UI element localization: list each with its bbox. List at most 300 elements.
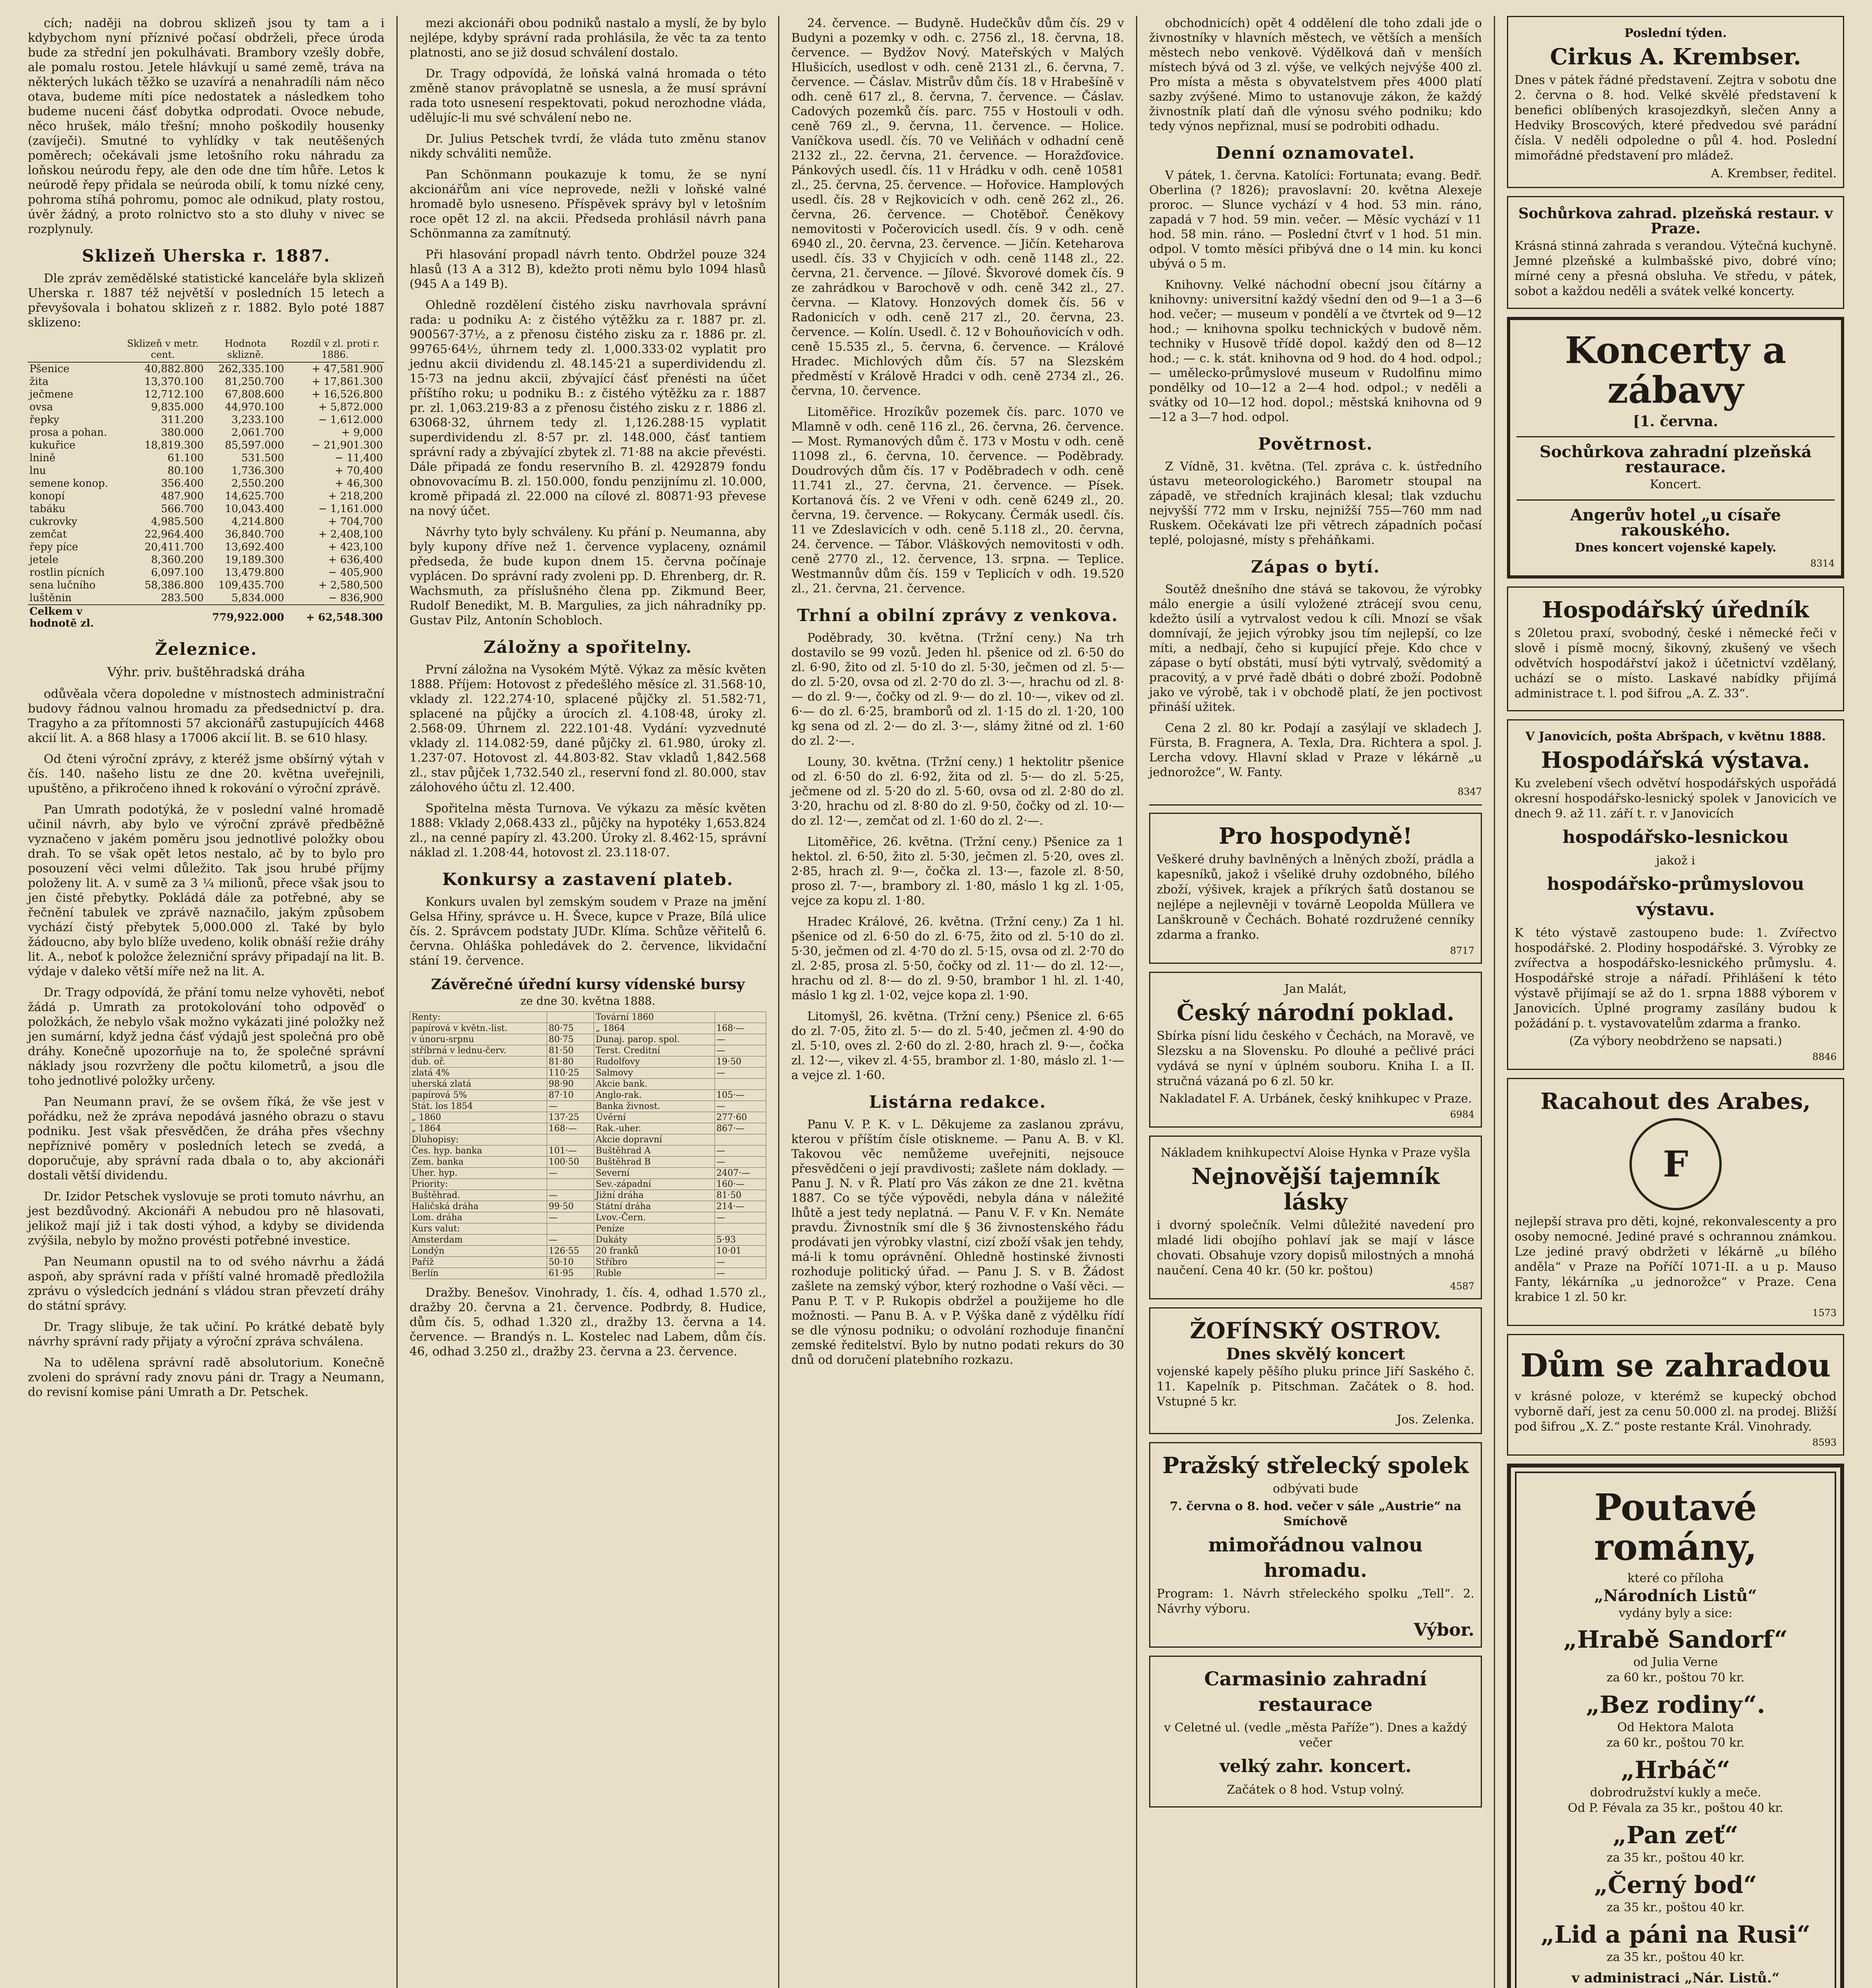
table-cell: 36,840.700: [225, 528, 284, 540]
ad-headline: Poutavé romány,: [1594, 1486, 1757, 1569]
book-price: za 60 kr., poštou 70 kr.: [1606, 1671, 1745, 1685]
table-header: Rozdíl v zl. proti r. 1886.: [286, 336, 384, 362]
book-item: [1523, 1691, 1828, 1750]
ad-date: [1. června.: [1633, 413, 1718, 430]
article-paragraph: Dr. Julius Petschek tvrdí, že vláda tuto změnu stanov nikdy schváliti nemůže.: [410, 132, 766, 161]
table-cell: 40,882.800: [144, 363, 204, 375]
table-row: [28, 414, 384, 426]
article-paragraph: Návrhy tyto byly schváleny. Ku přání p. Neumanna, aby byly kupony dříve než 1. července vyplaceny, oznámil předseda, že bude kupon dnem 15. června počínaje vyplácen. Do správní rady zvoleni pp. D. Ehrenberg, dr. R. Wachsmuth, za příslušného člena pp. Zikmund Beer, Rudolf Benedikt, M. B. Margulies, za jich náhradníky pp. Gustav Pilz, Antonín Schobloch.: [410, 525, 766, 627]
table-row: [28, 477, 384, 490]
table-cell: semene konop.: [29, 478, 108, 489]
harvest-table: [28, 336, 384, 630]
book-title: „Pan zeť“: [1613, 1821, 1738, 1849]
table-cell: 2,061.700: [231, 427, 284, 439]
ad-narodni-poklad: [1149, 972, 1482, 1128]
table-cell: „ 1864: [594, 1023, 715, 1034]
table-cell: ovsa: [29, 401, 53, 413]
table-cell: 18,819.300: [144, 439, 204, 451]
article-paragraph: Dr. Tragy slibuje, že tak učiní. Po krátké debatě byly návrhy správní rady přijaty a výroční zpráva schválena.: [28, 1320, 384, 1349]
table-cell: 5·93: [715, 1235, 766, 1246]
table-cell: 160·—: [715, 1179, 766, 1190]
book-item: [1523, 1921, 1828, 1964]
table-row: [410, 1246, 766, 1257]
book-title: „Hrabě Sandorf“: [1563, 1626, 1788, 1654]
ad-text: Program: 1. Návrh střeleckého spolku „Tell“. 2. Návrhy výboru.: [1157, 1587, 1474, 1616]
table-cell: 19·50: [715, 1056, 766, 1068]
table-cell: 6,097.100: [151, 567, 204, 579]
table-row: [28, 566, 384, 579]
table-cell: Buštěhrad A: [594, 1145, 715, 1157]
table-header-row: [28, 336, 384, 362]
ad-text: i dvorný společník. Velmi důležité navedení pro mladé lidi obojího pohlaví jak se mají v lásce chovati. Obsahuje vzory dopisů milostných a mnohá naučení. Cena 40 kr. (50 kr. poštou): [1157, 1218, 1474, 1277]
table-cell: —: [715, 1145, 766, 1157]
table-cell: − 405,900: [328, 567, 383, 579]
ad-text: Začátek o 8 hod. Vstup volný.: [1227, 1783, 1404, 1797]
table-cell: − 1,612.000: [318, 414, 383, 426]
ad-number: 8347: [1457, 786, 1482, 797]
ad-zofin: [1149, 1307, 1482, 1434]
table-cell: Čes. hyp. banka: [410, 1145, 547, 1157]
table-cell: „ 1860: [410, 1112, 547, 1123]
ad-text: Nákladem knihkupectví Aloise Hynka v Praze vyšla: [1161, 1146, 1470, 1160]
table-cell: Rak.-uher.: [594, 1123, 715, 1134]
table-cell: Berlín: [410, 1268, 547, 1279]
table-cell: —: [547, 1212, 594, 1223]
table-row: [28, 388, 384, 401]
book-title: „Hrbáč“: [1621, 1756, 1730, 1784]
table-cell: žita: [29, 376, 49, 388]
table-cell: [547, 1012, 594, 1023]
table-cell: prosa a pohan.: [29, 427, 107, 439]
book-author: Od Hektora Malota: [1617, 1720, 1734, 1734]
table-cell: 283.500: [161, 592, 204, 604]
table-cell: konopí: [29, 490, 65, 502]
table-cell: 2,550.200: [231, 478, 284, 489]
table-cell: Lvov.-Čern.: [594, 1212, 715, 1223]
article-paragraph: Dr. Izidor Petschek vyslovuje se proti tomuto návrhu, an jest bezdůvodný. Akcionáři A nebudou pro ně hlasovati, jelikož mají již i tak dosti výhod, a kdyby se dividenda zvýšila, nebylo by možno provésti potřebné investice.: [28, 1190, 384, 1248]
ad-text: odbývati bude: [1273, 1482, 1358, 1496]
table-row: [410, 1056, 766, 1068]
ad-text: „Národních Listů“: [1594, 1586, 1757, 1605]
table-row: [28, 426, 384, 439]
ad-signature: A. Krembser, ředitel.: [1711, 167, 1837, 181]
table-cell: —: [547, 1235, 594, 1246]
ad-headline: Dům se zahradou: [1520, 1347, 1831, 1384]
divider: [1517, 436, 1835, 437]
article-paragraph: mezi akcionáři obou podniků nastalo a myslí, že by bylo nejlépe, kdyby správní rada prohlásila, že věc ta za tento platnosti, ano se již dosud schválení dostalo.: [410, 16, 766, 60]
table-row: [28, 579, 384, 592]
ad-text: které co příloha: [1627, 1571, 1724, 1585]
ad-headline: Nejnovější tajemník lásky: [1191, 1163, 1440, 1215]
table-cell: ječmene: [29, 388, 74, 400]
table-cell: Dluhopisy:: [410, 1134, 547, 1145]
table-cell: [715, 1134, 766, 1145]
table-cell: —: [715, 1257, 766, 1268]
table-cell: —: [547, 1101, 594, 1112]
book-item: [1523, 1626, 1828, 1685]
table-cell: 14,625.700: [225, 490, 284, 502]
section-heading: Trhní a obilní zprávy z venkova.: [797, 606, 1119, 625]
article-paragraph: Na to udělena správní radě absolutorium. Konečně zvoleni do správní rady znovu páni dr. Tragy a Neumann, do revisní komise páni Umrath a Dr. Petschek.: [28, 1356, 384, 1399]
column-1: [16, 16, 398, 1988]
table-cell: stříbrná v lednu-červ.: [410, 1045, 547, 1056]
book-price: za 35 kr., poštou 40 kr.: [1606, 1901, 1745, 1914]
ad-text: Sbírka písní lidu českého v Čechách, na Moravě, ve Slezsku a na Slovensku. Po dlouhé a pečlivé práci vydává se nyní v úplném souboru. Kniha I. a II. stručná vázaná po 6 zl. 50 kr.: [1157, 1029, 1474, 1088]
exchange-rates-title: Závěrečné úřední kursy vídenské bursy: [431, 976, 745, 993]
table-cell: 80·75: [547, 1034, 594, 1045]
ad-headline: Český národní poklad.: [1177, 1000, 1454, 1026]
table-row: [28, 541, 384, 553]
table-cell: rostlin pícních: [29, 567, 105, 579]
article-paragraph: Litoměřice, 26. května. (Tržní ceny.) Pšenice za 1 hektol. zl. 6·50, žito zl. 5·30, ječmen zl. 5·20, oves zl. 2·85, hrach zl. 9·—, čočka zl. 13·—, fazole zl. 8·50, proso zl. 7·—, brambory zl. 1·80, máslo 1 kg zl. 1·05, vejce za kopu zl. 1·80.: [791, 835, 1124, 908]
table-row: [28, 375, 384, 388]
column-2: [398, 16, 779, 1988]
table-cell: Priority:: [410, 1179, 547, 1190]
column-3: [779, 16, 1137, 1988]
book-price: za 60 kr., poštou 70 kr.: [1606, 1736, 1745, 1750]
ad-venue: Sochůrkova zahradní plzeňská restaurace.: [1539, 443, 1812, 476]
article-paragraph: Litoměřice. Hrozíkův pozemek čís. parc. 1070 ve Mlamně v odh. ceně 116 zl., 26. června, 26. července. — Most. Rymanových dům č. 173 v Mostu v odh. ceně 11098 zl., 6. června, 10. července. — Poděbrady. Doudrových dům čís. 17 v Poděbradech v odh. ceně 11.741 zl., 27. června, 21. července. — Písek. Kortanová čís. 2 ve Vřeni v odh. ceně 6249 zl., 20. června, 19. července. — Rokycany. Čermák usedl. čís. 11 ve Zdeslavicích v odh. ceně 5.118 zl., 20. června, 24. července. — Tábor. Vláškových nemovitosti v odh. ceně 2770 zl., 12. července, 13. srpna. — Teplice. Westmannův dům čís. 159 v Teplicích v odh. 19.520 zl., 21. června, 21. července.: [791, 405, 1124, 596]
table-cell: + 70,400: [334, 465, 383, 477]
table-cell: Zem. banka: [410, 1157, 547, 1168]
ad-dum: [1507, 1334, 1844, 1456]
table-cell: 20 franků: [594, 1246, 715, 1257]
section-heading: Zápas o bytí.: [1251, 557, 1381, 577]
article-paragraph: Pan Umrath podotýká, že v poslední valné hromadě učinil návrh, aby bylo ve výroční zprávě předběžně vyznačeno v jakém poměru jsou jednotlivé položky obou drah. To se však opět letos nestalo, ač by to bylo pro posouzení věci velmi důležito. Tak jsou hrubé příjmy položeny lit. A. v sumě za 3 ¼ milionů, přece však jsou to jen čisté přebytky. Pokládá dále za potřebné, aby se řečnění tabulek ve zprávě naznačilo, jakým způsobem vychází čistý přebytek 5,000.000 zl. Také by bylo žádoucno, aby bylo blíže uvedeno, kolik obnáší režie dráhy lit. A., neboť k položce železniční správy připadají na lit. B. výdaje v daleko větší míře než na lit. A.: [28, 803, 384, 978]
table-cell: cukrovky: [29, 516, 78, 528]
table-row: [28, 464, 384, 477]
table-cell: 867·—: [715, 1123, 766, 1134]
ad-text: Veškeré druhy bavlněných a lněných zboží, prádla a kapesníků, jakož i všeliké druhy ozdobného, bílého zboží, výšivek, krajek a příkrých šatů dostanou se nejlépe a nejlevněji v továrně Leopolda Müllera ve Lanškrouně v Čechách. Bohaté rozdružené cenníky zdarma a franko.: [1157, 852, 1474, 942]
table-cell: —: [715, 1157, 766, 1168]
ad-koncerty: [1507, 317, 1844, 579]
table-cell: 81,250.700: [225, 376, 284, 388]
table-cell: jetele: [29, 554, 58, 566]
ad-text: s 20letou praxí, svobodný, české i německé řeči v slově i písmě mocný, šikovný, zkušený ve všech odvětvích hospodářství jakož i účetnictví vzdělaný, uchází se o místo. Laskavé nabídky přijímá administrace t. l. pod šifrou „A. Z. 33“.: [1515, 626, 1837, 701]
table-cell: + 2,408,100: [318, 528, 383, 540]
ad-headline: Racahout des Arabes,: [1540, 1088, 1811, 1114]
article-paragraph: Pan Neumann opustil na to od svého návrhu a žádá aspoň, aby správní rada v příští valné hromadě předložila zprávu o výsledcích jednání s vládou stran převzetí dráhy do státní správy.: [28, 1255, 384, 1313]
ad-publisher: Nakladatel F. A. Urbánek, český knihkupec v Praze.: [1159, 1092, 1472, 1106]
section-heading: Denní oznamovatel.: [1216, 143, 1416, 163]
table-row: [28, 362, 384, 375]
table-header: Hodnota sklizně.: [205, 336, 285, 362]
table-cell: + 5,872.000: [318, 401, 383, 413]
table-cell: + 46,300: [334, 478, 383, 489]
table-cell: Buštěhrad.: [410, 1190, 547, 1201]
ad-text: Koncert.: [1650, 478, 1701, 491]
section-heading: Sklizeň Uherska r. 1887.: [82, 246, 330, 266]
table-cell: Amsterdam: [410, 1235, 547, 1246]
table-row: [410, 1068, 766, 1079]
article-paragraph: Při hlasování propadl návrh tento. Obdržel pouze 324 hlasů (13 A a 312 B), kdežto proti němu bylo 1094 hlasů (945 A a 149 B).: [410, 248, 766, 291]
book-author: od Julia Verne: [1633, 1655, 1718, 1669]
table-cell: 99·50: [547, 1201, 594, 1212]
table-cell: Severní: [594, 1168, 715, 1179]
ad-text: K této výstavě zastoupeno bude: 1. Zvířectvo hospodářské. 2. Plodiny hospodářské. 3. Výrobky ze zvířectva a hospodářsko-lesnického průmyslu. 4. Hospodářské stroje a nářadí. Přihlášení k této výstavě přijímají se až do 1. srpna 1888 výborem v Janovicích. Úplné programy zasílány budou k požádání p. t. vystavovatelům zdarma a franko.: [1515, 926, 1837, 1031]
table-cell: lnině: [29, 452, 56, 464]
table-row: [410, 1145, 766, 1157]
table-row: [28, 439, 384, 452]
table-header: Sklizeň v metr. cent.: [120, 336, 205, 362]
table-cell: 1,736.300: [231, 465, 284, 477]
table-cell: 13,370.100: [144, 376, 204, 388]
ad-text: Poslední týden.: [1624, 26, 1727, 40]
table-cell: Akcie dopravní: [594, 1134, 715, 1145]
ad-tajemnik-lasky: [1149, 1136, 1482, 1299]
table-cell: luštěnin: [29, 592, 72, 604]
table-row: [410, 1079, 766, 1090]
article-paragraph: Hradec Králové, 26. května. (Tržní ceny.) Za 1 hl. pšenice od zl. 6·50 do zl. 6·75, žito od zl. 5·10 do zl. 5·30, ječmen od zl. 4·70 do zl. 5·15, ovsa od zl. 2·70 do zl. 2·85, prosa zl. 5·50, čočky od zl. 11·— do zl. 12·—, hrachu od zl. 8·— do zl. 9·50, brambor 1 hl. zl. 1·40, máslo 1 kg zl. 1·02, vejce kopa zl. 1·90.: [791, 915, 1124, 1002]
table-cell: 168·—: [547, 1123, 594, 1134]
table-cell: 3,233.100: [231, 414, 284, 426]
article-paragraph: Dražby. Benešov. Vinohrady, 1. čís. 4, odhad 1.570 zl., dražby 20. června a 21. července. Podbrdy, 8. Hudice, dům čís. 5, odhad 1.320 zl., dražby 13. června a 14. července. — Brandýs n. L. Kostelec nad Labem, dům čís. 46, odhad 3.250 zl., dražby 23. června a 23. července.: [410, 1286, 766, 1359]
table-row: [410, 1257, 766, 1268]
table-header: [28, 336, 120, 362]
table-cell: 101·—: [547, 1145, 594, 1157]
table-cell: —: [715, 1212, 766, 1223]
ad-text: Krásná stinná zahrada s verandou. Výtečná kuchyně. Jemné plzeňské a kulmbašské pivo, dobré víno; mírné ceny a přesná obsluha. Ve středu, v pátek, sobot a každou neděli a svátek velké koncerty.: [1515, 239, 1837, 298]
table-cell: 61·95: [547, 1268, 594, 1279]
table-cell: uherská zlatá: [410, 1079, 547, 1090]
ad-number: 8593: [1812, 1437, 1837, 1448]
table-cell: 105·—: [715, 1090, 766, 1101]
table-cell: 137·25: [547, 1112, 594, 1123]
table-cell: + 62,548.300: [286, 605, 384, 630]
section-heading: Konkursy a zastavení plateb.: [442, 870, 734, 889]
ad-strelecky-spolek: [1149, 1442, 1482, 1648]
table-cell: Dunaj. parop. spol.: [594, 1034, 715, 1045]
table-cell: 80·75: [547, 1023, 594, 1034]
harvest-table-body: [28, 362, 384, 630]
article-paragraph: Panu V. P. K. v L. Děkujeme za zaslanou zprávu, kterou v příštím čísle otiskneme. — Panu A. B. v Kl. Takovou věc nemůžeme uveřejniti, nejsouce přesvědčeni o její pravdivosti; zašlete nám doklady. — Panu J. N. v Ř. Platí pro Vás zákon ze dne 21. května 1887. Co se týče výpovědi, nebyla dána v náležité lhůtě a jest tedy neplatná. — Panu V. F. v Kn. Nemáte pravdu. Živnostník smí dle § 36 živnostenského řádu prodávati jen výrobky vlastní, cizí zboží však jen tehdy, má-li k tomu oprávnění. Ohledně hostinské živnosti rozhoduje politický úřad. — Panu J. S. v B. Žádost zašlete na zemský výbor, který rozhodne o Vaší věci. — Panu P. T. v P. Rukopis obdržel a použijeme ho dle možnosti. — Panu B. A. v P. Výška daně z výdělku řídí se dle výnosu podniku; o odvolání rozhoduje finanční zemské ředitelství. Bylo by nutno podati rekurs do 30 dnů od doručení platebního rozkazu.: [791, 1118, 1124, 1367]
table-cell: − 11,400: [334, 452, 383, 464]
ad-vystava: [1507, 719, 1844, 1070]
table-cell: + 636,400: [328, 554, 383, 566]
exchange-rates-table: [410, 1011, 766, 1279]
table-cell: —: [547, 1168, 594, 1179]
ad-number: 1573: [1812, 1307, 1837, 1318]
table-cell: Tovární 1860: [594, 1012, 715, 1023]
table-row: [28, 490, 384, 503]
ad-text: v administraci „Nár. Listů.“: [1571, 1970, 1780, 1986]
book-price: za 35 kr., poštou 40 kr.: [1606, 1851, 1745, 1865]
table-cell: + 2,580,500: [318, 579, 383, 591]
table-row: [410, 1012, 766, 1023]
ad-text: Ku zvelebení všech odvětví hospodářských uspořádá okresní hospodářsko-lesnický spolek v Janovicích ve dnech 9. až 11. září t. r. v Janovicích: [1515, 777, 1837, 821]
table-cell: Úvěrní: [594, 1112, 715, 1123]
exchange-rates-date: ze dne 30. května 1888.: [520, 994, 656, 1008]
table-cell: 487.900: [161, 490, 204, 502]
ad-headline: velký zahr. koncert.: [1220, 1756, 1412, 1776]
table-row: [410, 1190, 766, 1201]
article-paragraph: Pan Schönmann poukazuje k tomu, že se nyní akcionářům ani více neprovede, nežli v loňské valné hromadě bylo usneseno. Příspěvek správy byl v letošním roce opět 12 zl. na akcii. Předseda prohlásil návrh pana Schönmanna za zamítnutý.: [410, 168, 766, 241]
ad-text: jakož i: [1656, 854, 1695, 868]
book-list: [1523, 1626, 1828, 1964]
table-cell: [715, 1223, 766, 1235]
table-cell: Lom. dráha: [410, 1212, 547, 1223]
table-cell: 81·50: [715, 1190, 766, 1201]
table-cell: řepky: [29, 414, 59, 426]
table-row: [410, 1223, 766, 1235]
table-cell: 168·—: [715, 1023, 766, 1034]
ad-sochurkova: [1507, 196, 1844, 309]
table-row: [410, 1045, 766, 1056]
table-cell: Státní dráha: [594, 1201, 715, 1212]
table-cell: [715, 1079, 766, 1090]
ad-text: 7. června o 8. hod. večer v sále „Austrie“ na Smíchově: [1169, 1499, 1462, 1528]
ad-number: 8846: [1812, 1051, 1837, 1062]
table-cell: Peníze: [594, 1223, 715, 1235]
ad-text: Dnes koncert vojenské kapely.: [1575, 541, 1777, 555]
ad-text: v Celetné ul. (vedle „města Paříže“). Dnes a každý večer: [1164, 1721, 1467, 1750]
table-cell: 85,597.000: [225, 439, 284, 451]
table-cell: − 21,901.300: [312, 439, 383, 451]
table-cell: + 423,100: [328, 541, 383, 553]
ad-headline: Sochůrkova zahrad. plzeňská restaur. v Praze.: [1518, 205, 1833, 237]
table-cell: papírová 5%: [410, 1090, 547, 1101]
ad-venue: Angerův hotel „u císaře rakouského.: [1570, 506, 1781, 540]
table-cell: —: [715, 1101, 766, 1112]
table-cell: − 1,161.000: [318, 503, 383, 515]
table-row: [28, 592, 384, 605]
table-cell: 10,043.400: [225, 503, 284, 515]
newspaper-page: [16, 16, 1856, 1988]
ad-headline: Pro hospodyně!: [1218, 823, 1413, 849]
table-row: [410, 1268, 766, 1279]
ad-text: v krásné poloze, v kterémž se kupecký obchod vybornĕ daří, jest za cenu 50.000 zl. na prodej. Bližší pod šifrou „X. Z.“ poste restante Král. Vinohrady.: [1515, 1390, 1837, 1434]
book-item: [1523, 1821, 1828, 1865]
table-cell: 8,360.200: [151, 554, 204, 566]
table-cell: Stříbro: [594, 1257, 715, 1268]
table-cell: Akcie bank.: [594, 1079, 715, 1090]
article-paragraph: První záložna na Vysokém Mýtě. Výkaz za měsíc květen 1888. Příjem: Hotovost z předešlého měsíce zl. 31.568·10, vklady zl. 122.274·10, splacené půjčky zl. 51.582·71, splacené na půjčky a úrocích zl. 4.108·48, úroky zl. 2.568·09. Úhrnem zl. 222.101·48. Vydání: vyzvednuté vklady zl. 114.082·59, dané půjčky zl. 61.980, úroky zl. 1.237·07. Hotovost zl. 44.803·82. Stav vkladů 1,842.568 zl., stav půjček 1,732.540 zl., reservní fond zl. 80.000, stav zálohového účtu zl. 12.400.: [410, 663, 766, 794]
ad-headline: mimořádnou valnou hromadu.: [1208, 1534, 1423, 1582]
table-cell: 87·10: [547, 1090, 594, 1101]
book-item: [1523, 1756, 1828, 1815]
ad-headline: Hospodářská výstava.: [1541, 747, 1810, 773]
table-cell: lnu: [29, 465, 46, 477]
book-title: „Černý bod“: [1594, 1871, 1757, 1899]
table-cell: [547, 1223, 594, 1235]
section-heading: Záložny a spořitelny.: [483, 637, 693, 657]
table-row: [28, 503, 384, 515]
table-cell: 5,834.000: [231, 592, 284, 604]
table-row: [410, 1034, 766, 1045]
table-cell: 110·25: [547, 1068, 594, 1079]
table-cell: 13,479.800: [225, 567, 284, 579]
table-row: [410, 1235, 766, 1246]
table-cell: kukuřice: [29, 439, 76, 451]
ad-signature: Jos. Zelenka.: [1396, 1413, 1474, 1427]
article-paragraph: Pan Neumann praví, že se ovšem říká, že vše jest v pořádku, než že zpráva nepodává jasného obrazu o stavu podniku. Jest však přesvědčen, že dráha přes všechny nepříznivé poměry v posledních letech se zvedá, a doporučuje, aby správní rada dbala o to, aby akcionáři dostali větší dividendu.: [28, 1095, 384, 1182]
table-cell: + 704,700: [328, 516, 383, 528]
book-price: za 35 kr., poštou 40 kr.: [1606, 1950, 1745, 1964]
table-cell: 20,411.700: [144, 541, 204, 553]
article-paragraph: Z Vídně, 31. května. (Tel. zpráva c. k. ústředního ústavu meteorologického.) Barometr stoupal na západě, ve středních krajinách klesal; tlak vzduchu nejvyšší 772 mm v Irsku, nejnižší 755—760 mm nad Ruskem. Očekávati lze při větrech západních počasí teplé, polojasné, místy s přeháňkami.: [1149, 460, 1482, 547]
book-title: „Lid a páni na Rusi“: [1540, 1921, 1811, 1949]
table-cell: 262,335.100: [218, 363, 284, 375]
table-cell: tabáku: [29, 503, 66, 515]
table-cell: sena lučního: [29, 579, 96, 591]
book-author: dobrodružství kukly a meče.: [1590, 1786, 1761, 1800]
section-subheading: Výhr. priv. buštěhradská dráha: [107, 664, 305, 679]
table-cell: Londýn: [410, 1246, 547, 1257]
table-cell: 13,692.400: [225, 541, 284, 553]
table-row: [410, 1179, 766, 1190]
table-cell: 19,189.300: [225, 554, 284, 566]
ad-text: (Za výbory neobdrženo se napsati.): [1569, 1034, 1782, 1048]
ad-text: nejlepší strava pro děti, kojné, rekonvalescenty a pro osoby nemocné. Jediné pravé s ochrannou známkou. Lze jediné pravý obdržeti v lékárně „u bílého anděla“ v Praze na Poříčí 1071-II. a u p. Mauso Fanty, lékárníka „u jednorožce“ v Praze. Cena krabice 1 zl. 50 kr.: [1515, 1215, 1837, 1304]
section-heading: Železnice.: [155, 639, 258, 659]
table-cell: Paříž: [410, 1257, 547, 1268]
column-4: [1137, 16, 1495, 1988]
table-cell: —: [715, 1068, 766, 1079]
table-cell: 356.400: [161, 478, 204, 489]
table-cell: 126·55: [547, 1246, 594, 1257]
table-cell: Celkem v hodnotě zl.: [28, 605, 120, 630]
ad-headline: Cirkus A. Krembser.: [1550, 44, 1801, 70]
ad-headline: Carmasinio zahradní restaurace: [1204, 1668, 1427, 1716]
article-paragraph: Dr. Tragy odpovídá, že loňská valná hromada o této změně stanov právoplatně se usnesla, a že musí správní rada toto usnesení respektovati, pokud nerozhodne vláda, udělujíc-li mu své schválení nebo ne.: [410, 67, 766, 125]
table-cell: —: [715, 1034, 766, 1045]
article-paragraph: V pátek, 1. června. Katolíci: Fortunata; evang. Bedř. Oberlina (? 1826); pravoslavní: 20. května Alexeje proroc. — Slunce vychází v 4 hod. 53 min. ráno, zapadá v 7 hod. 59 min. večer. — Měsíc vychází v 11 hod. 58 min. ráno. — Poslední čtvrť v 1 hod. 51 min. odpol. V tomto měsíci přibývá dne o 14 min. ku konci ubývá o 5 m.: [1149, 169, 1482, 271]
table-cell: řepy píce: [29, 541, 78, 553]
ad-number: 6984: [1450, 1109, 1474, 1120]
ad-subheadline: Dnes skvělý koncert: [1226, 1345, 1405, 1363]
table-cell: Banka živnost.: [594, 1101, 715, 1112]
table-cell: papírová v květn.-list.: [410, 1023, 547, 1034]
table-cell: v únoru-srpnu: [410, 1034, 547, 1045]
table-row: [28, 401, 384, 414]
table-cell: —: [547, 1190, 594, 1201]
book-price: Od P. Févala za 35 kr., poštou 40 kr.: [1567, 1801, 1784, 1815]
table-cell: 779,922.000: [205, 605, 285, 630]
table-total-row: [28, 605, 384, 630]
table-row: [410, 1168, 766, 1179]
article-paragraph: Od čteni výroční zprávy, z kteréž jsme obšírný výtah v čís. 140. našeho listu ze dne 20. května uveřejnili, upuštěno, a přikročeno ihned k rokování o výroční zprávě.: [28, 752, 384, 796]
table-cell: —: [715, 1268, 766, 1279]
article-paragraph: cích; naději na dobrou sklizeň jsou ty tam a i kdybychom nyní příznivé počasí obdrželi, přece úroda bude za střední jen pokulhávati. Brambory vzešly dobře, ale pomalu rostou. Jetele hlávkují u samé země, tráva na některých lukách těžko se uzavírá a nenahradíli nám něco otava, budeme míti píce nedostatek a následkem toho budeme nuceni čásť dobytka odprodati. Ovoce nebude, něco hrušek, málo třešní; mnoho poškodily housenky (zavíječi). Smutné to vyhlídky v tak neutěšených poměrech; očekávali jsme letošního roku náhradu za loňskou neúrodu řepy, ale den ode dne tím hůře. Letos k neúrodě řepy přidala se neúroda obilí, k tomu nízké ceny, pohroma stíhá pohromu, pomoc ale odnikud, platy rostou, úvěr žádný, a proto rolnictvo sto a sto dluhy v nivec se rozplynuly.: [28, 16, 384, 236]
article-paragraph: Ohledně rozdělení čistého zisku navrhovala správní rada: u podniku A: z čistého výtěžku za r. 1887 pr. zl. 900567·37½, a z přenosu čistého zisku za r. 1886 pr. zl. 99765·64½, úhrnem tedy zl. 1,000.333·02 vyplatit pro jednu akcii dividendu zl. 48.145·21 a superdividendu zl. 15·73 na jednu akcii, zbývající čásť přenésti na účet příštího roku; u podniku B.: z čistého výtěžku za r. 1887 pr. zl. 1,063.219·83 a z přenosu čistého zisku z r. 1886 zl. 63068·32, úhrnem tedy zl. 1,126.288·15 vyplatit superdividendu zl. 8·57 pr. zl. 148.000, čásť tantiem správní rady a zbývající zbytek zl. 71·88 na akcie převésti. Dále připadá ze fondu reservního B. zl. 4292879 fondu obnovovacímu B. zl. 150.000, fondu penzijnímu zl. 10.000, kromě připadá zl. 22.000 na cílové zl. 80871·93 převese na nový účet.: [410, 298, 766, 518]
table-cell: [715, 1012, 766, 1023]
table-cell: Stát. los 1854: [410, 1101, 547, 1112]
table-cell: 566.700: [161, 503, 204, 515]
table-cell: 67,808.600: [225, 388, 284, 400]
article-paragraph: Dr. Tragy odpovídá, že přání tomu nelze vyhověti, neboť žádá p. Umrath za protokolování toho odpověď o položkách, že nebylo však možno vykázati jiné položky než jen sumární, když jedna čásť výdajů jest společná pro obě dráhy. Konečně upozorňuje na to, že společné správní náklady jsou rozvrženy dle počtu kilometrů, a jsou dle toho jednotlivé položky určeny.: [28, 986, 384, 1088]
table-cell: 80.100: [167, 465, 204, 477]
ad-hospodyne: [1149, 813, 1482, 964]
table-cell: Anglo-rak.: [594, 1090, 715, 1101]
article-paragraph: odůvěala včera dopoledne v místnostech administrační budovy řádnou valnou hromadu za předsednictví p. dra. Tragyho a za přítomnosti 57 akcionářů zastupujících 4468 akcií lit. A. a 868 hlasy a 17006 akcií lit. B. se 610 hlasy.: [28, 687, 384, 745]
trademark-logo-icon: F: [1629, 1118, 1722, 1210]
ad-text: Dnes v pátek řádné představení. Zejtra v sobotu dne 2. června o 8. hod. Velké skvělé představení k benefici oblíbených krasojezdkyň, slečen Anny a Hedviky Broscových, které předvedou své parádní čísla. V neděli odpoledne o půl 4. hod. Poslední mimořádné představení pro mládež.: [1515, 73, 1837, 163]
table-cell: + 17,861.300: [312, 376, 383, 388]
table-cell: „ 1864: [410, 1123, 547, 1134]
table-cell: 109,435.700: [218, 579, 284, 591]
ad-headline: Pražský střelecký spolek: [1162, 1452, 1469, 1479]
book-title: „Bez rodiny“.: [1586, 1691, 1765, 1719]
ad-text: V Janovicích, pošta Abršpach, v květnu 1888.: [1525, 730, 1826, 744]
column-5: [1495, 16, 1856, 1988]
table-cell: Uher. hyp.: [410, 1168, 547, 1179]
article-paragraph: Louny, 30. května. (Tržní ceny.) 1 hektolitr pšenice od zl. 6·50 do zl. 6·92, žita od zl. 5·— do zl. 5·25, ječmene od zl. 5·20 do zl. 5·60, ovsa od zl. 2·80 do zl. 3·20, hrachu od zl. 8·80 do zl. 9·50, čočky od zl. 10·— do zl. 12·—, zemčat od zl. 1·60 do zl. 2·—.: [791, 755, 1124, 828]
table-cell: zlatá 4%: [410, 1068, 547, 1079]
ad-signature: Výbor.: [1414, 1620, 1474, 1640]
table-row: [410, 1023, 766, 1034]
table-cell: 50·10: [547, 1257, 594, 1268]
article-paragraph: Spořitelna města Turnova. Ve výkazu za měsíc květen 1888: Vklady 2,068.433 zl., půjčky na hypotéky 1,653.824 zl., na cenné papíry zl. 43.200. Úroky zl. 8.462·15, správní náklad zl. 1.208·44, hotovost zl. 23.118·07.: [410, 802, 766, 860]
